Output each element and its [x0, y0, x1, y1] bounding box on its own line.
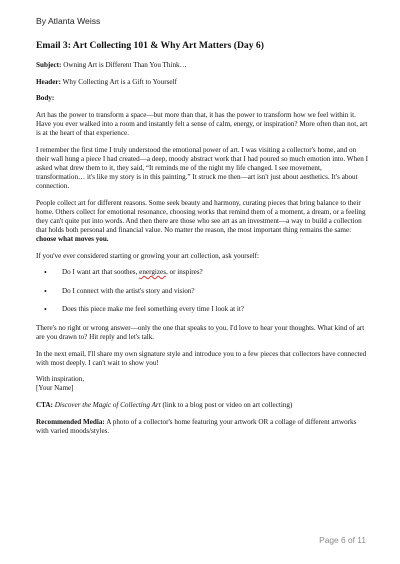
- paragraph-1: Art has the power to transform a space—but more than that, it has the power to transform how we feel within it. Have you ever walked into a room and instantly felt a sense of calm, energy, or inspiration? More often than not, art is at the heart of that experience.: [36, 110, 368, 137]
- media-label: Recommended Media:: [36, 417, 105, 426]
- body-label: Body:: [36, 94, 55, 103]
- header-text: Why Collecting Art is a Gift to Yourself: [62, 77, 177, 86]
- paragraph-3: [36, 199, 368, 244]
- bullet-1-post: , or inspires?: [166, 268, 203, 277]
- list-item: • Does this piece make me feel something every time I look at it?: [36, 305, 368, 314]
- signature: [Your Name]: [36, 384, 74, 393]
- header-label: Header:: [36, 77, 61, 86]
- paragraph-2: I remember the first time I truly understood the emotional power of art. I was visiting a collector's home, and on their wall hung a piece I had created—a deep, moody abstract work that I had poured so much emotion into. When I asked what drew them to it, they said, “It reminds me of the night my life changed. I see movement, transformation… it's like my story is in this painting.” It struck me then—art isn't just about aesthetics. It's about connection.: [36, 145, 368, 190]
- list-item: [36, 268, 368, 277]
- spellcheck-flagged-word: energizes: [139, 268, 166, 277]
- media-line: [36, 418, 368, 436]
- cta-line: [36, 401, 368, 410]
- paragraph-6: In the next email, I'll share my own signature style and introduce you to a few pieces that collectors have connected with most deeply. I can't wait to show you!: [36, 349, 367, 367]
- author-header: By Atlanta Weiss: [36, 16, 101, 26]
- email-title: Email 3: Art Collecting 101 & Why Art Matters (Day 6): [36, 40, 264, 51]
- bullet-1-pre: Do I want art that soothes,: [62, 268, 140, 277]
- signoff-block: [36, 375, 368, 393]
- document-body: [36, 40, 368, 443]
- paragraph-3-emphasis: choose what moves you.: [36, 234, 109, 243]
- cta-title: Discover the Magic of Collecting Art: [54, 400, 161, 409]
- paragraph-4: If you've ever considered starting or growing your art collection, ask yourself:: [36, 251, 259, 260]
- subject-text: Owning Art is Different Than You Think…: [63, 61, 187, 69]
- header-line: [36, 78, 368, 87]
- list-item: • Do I connect with the artist's story and vision?: [36, 287, 368, 296]
- question-list: [36, 268, 368, 314]
- paragraph-5: There's no right or wrong answer—only the one that speaks to you. I'd love to hear your thoughts. What kind of art are you drawn to? Hit reply and let's talk.: [36, 323, 365, 341]
- subject-label: Subject:: [36, 61, 62, 69]
- paragraph-3-text: People collect art for different reasons. Some seek beauty and harmony, curating pieces that bring balance to their home. Others collect for emotional resonance, choosing works that remind them of a moment, a dream, or a feeling they can't quite put into words. And then there are those who see art as an investment—a way to build a collection that holds both personal and financial value. No matter the reason, the most important thing remains the same:: [36, 198, 366, 234]
- cta-note: (link to a blog post or video on art collecting): [160, 400, 293, 409]
- signoff: With inspiration,: [36, 375, 85, 384]
- page-number: Page 6 of 11: [319, 535, 366, 545]
- media-text: A photo of a collector's home featuring your artwork OR a collage of different artworks with varied moods/styles.: [36, 417, 357, 435]
- subject-line: [36, 61, 368, 70]
- cta-label: CTA:: [36, 400, 53, 409]
